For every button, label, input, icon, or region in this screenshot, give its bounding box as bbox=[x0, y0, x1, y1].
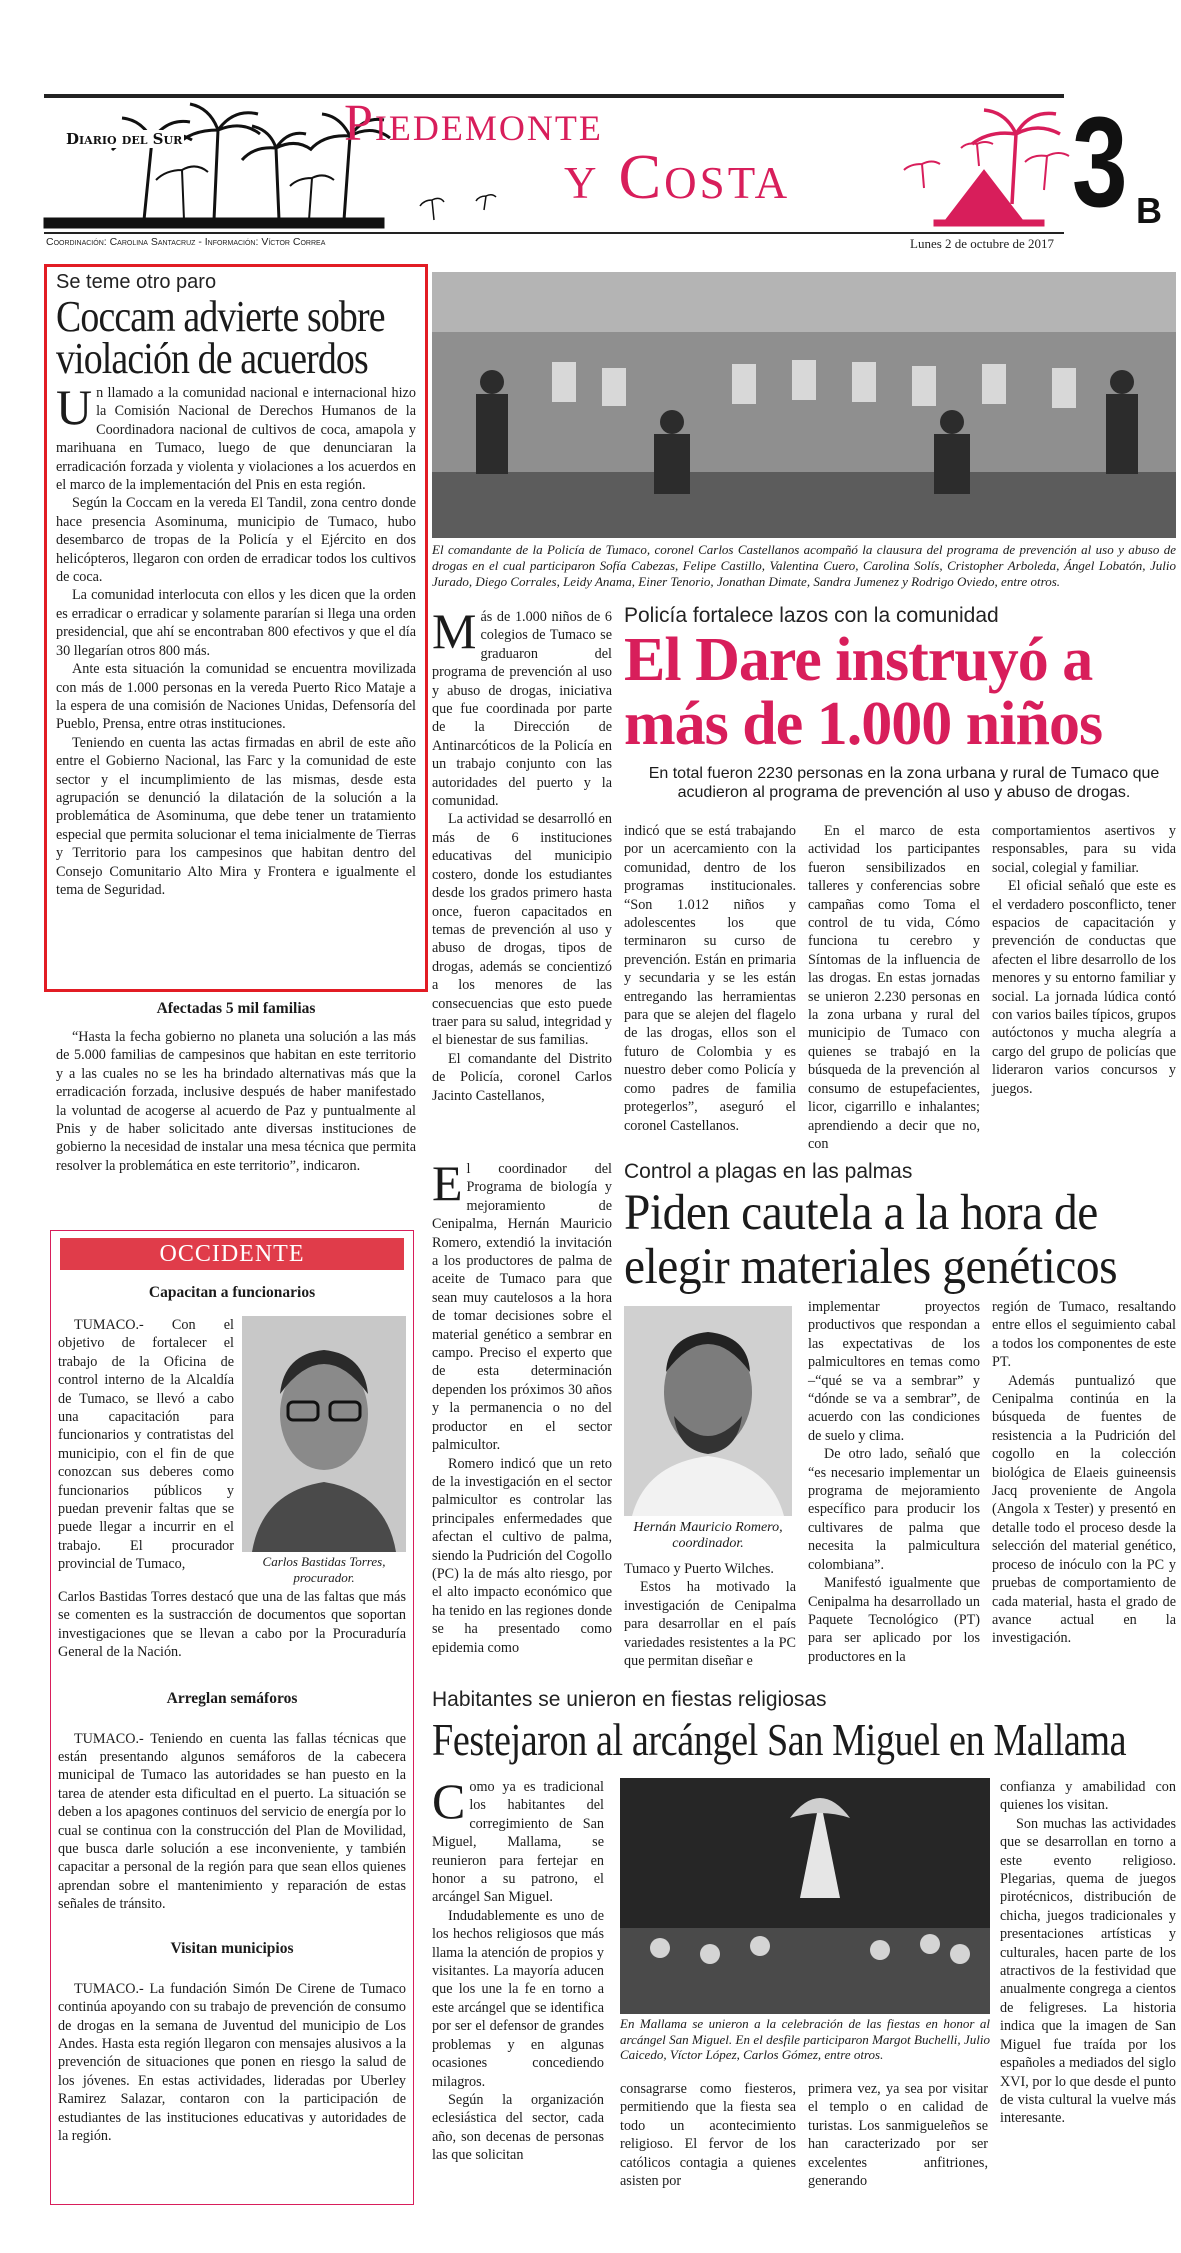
mallama-col3 bbox=[808, 2080, 988, 2190]
coccam-continuation bbox=[56, 1000, 416, 1175]
police-photo-caption: El comandante de la Policía de Tumaco, coronel Carlos Castellanos acompañó la clausura del programa de prevención al uso y abuso de drogas en el cual participaron Sofía Cabezas, Felipe Castillo, Valentina Cuero, Carolina Solís, Cristopher Arboleda, Ángel Lobatón, Julio Jurado, Diego Corrales, Leidy Anama, Einer Tenorio, Jonathan Dimate, Sandra Jumenez y Rodrigo Oviedo, entre otros. bbox=[432, 542, 1176, 589]
dare-paragraph: El comandante del Distrito de Policía, coronel Carlos Jacinto Castellanos, bbox=[432, 1050, 612, 1104]
occidente-paragraph: TUMACO.- Con el objetivo de fortalecer el trabajo de la Oficina de control interno de la Alcaldía de Tumaco, se llevó a cabo una capacitación para funcionarios y contratistas del municipio, con el fin de que conozcan sus deberes como funcionarios públicos y puedan prevenir faltas que se puede llegar a incurrir en el trabajo. El procurador provincial de Tumaco, bbox=[58, 1317, 234, 1573]
credits: Coordinación: Carolina Santacruz - Información: Víctor Correa bbox=[46, 236, 326, 248]
procession-photo-caption: En Mallama se unieron a la celebración de las fiestas en honor al arcángel San Miguel. En el desfile participaron Margot Buchelli, Julio Caicedo, Víctor López, Carlos Gómez, entre otros. bbox=[620, 2016, 990, 2062]
occidente-subhead: Visitan municipios bbox=[170, 1939, 294, 1957]
palmas-kicker: Control a plagas en las palmas bbox=[624, 1160, 913, 1183]
mallama-headline: Festejaron al arcángel San Miguel en Mallama bbox=[432, 1714, 1127, 1765]
palmas-col1 bbox=[432, 1155, 612, 1657]
mallama-paragraph: confianza y amabilidad con quienes los visitan. bbox=[1000, 1779, 1176, 1814]
dare-col4 bbox=[992, 822, 1176, 1098]
coccam-paragraph: Teniendo en cuenta las actas firmadas en abril de este año entre el Gobierno Nacional, las Farc y la comunidad de este sector y el incumplimiento de las mismas, desde esta agrupación se denunció la dilatación de la solución a la problemática de Asominuma, que debe tener un tratamiento especial que permita solucionar el tema inicialmente de Tierras y Territorio para los campesinos que habitan dentro del Consejo Comunitario Alto Mira y Frontera e igualmente el tema de Seguridad. bbox=[56, 734, 416, 898]
mallama-paragraph: Indudablemente es uno de los hechos religiosos que más llama la atención de propios y visitantes. La mayoría aducen que los une la fe en torno a este arcángel que se identifica por ser el defensor de grandes problemas y en algunas ocasiones concediendo milagros. bbox=[432, 1907, 604, 2090]
dare-headline: El Dare instruyó a más de 1.000 niños bbox=[624, 626, 1103, 758]
coccam-paragraph: “Hasta la fecha gobierno no planeta una solución a las más de 5.000 familias de campesinos que habitan en este territorio y a las cuales no se les ha brindado alternativas más que la erradicación forzada, inclusive después de haber manifestado la voluntad de acogerse al acuerdo de Paz y puntualmente al Pnis y de haber solicitado ante diversas instituciones de gobierno la necesidad de instalar una mesa técnica que permita resolver la problemática en este territorio”, indicaron. bbox=[56, 1029, 416, 1174]
dare-paragraph: El oficial señaló que este es el verdadero posconflicto, tener espacios de capacitación y prevención de conductas que afecten el libre desarrollo de los menores y su entorno familiar y social. La jornada lúdica contó con varios bailes típicos, grupos autóctonos y mucha alegría a cargo del grupo de policías que lideraron varios concursos y juegos. bbox=[992, 878, 1176, 1097]
mallama-col4 bbox=[1000, 1778, 1176, 2128]
portrait-image bbox=[624, 1306, 792, 1516]
palmas-col3 bbox=[808, 1298, 980, 1666]
procession-photo bbox=[620, 1778, 990, 2014]
procession-image bbox=[620, 1778, 990, 2014]
palmas-paragraph: El coordinador del Programa de biología y mejoramiento de Cenipalma, Hernán Mauricio Romero, extendió la invitación a los productores de palma de aceite de Tumaco para que sean muy cautelosos a la hora de tomar decisiones sobre el material genético a sembrar en campo. Preciso el experto que de esta determinación dependen los próximos 30 años y la permanencia o no del productor en el sector palmicultor. bbox=[432, 1155, 612, 1454]
romero-photo bbox=[624, 1306, 792, 1516]
palmas-col2 bbox=[624, 1560, 796, 1670]
coccam-paragraph: La comunidad interlocuta con ellos y les dicen que la orden es erradicar o erradicar y solamente pararían si llega una orden presidencial, que ahí se encontraban 800 efectivos y que el día 30 llegarían otros 800 más. bbox=[56, 587, 416, 659]
occidente-paragraph: TUMACO.- Teniendo en cuenta las fallas técnicas que están presentando algunos semáforos de la cabecera municipal de Tumaco las autoridades se han puesto en la tarea de atender esta dificultad en el puerto. La situación se deben a los apagones continuos del servicio de energía por lo cual se continua con la construcción del Plan de Movilidad, que busca darle solución a ese inconveniente, y también capacitar a personal de la región para que sean ellos quienes aprendan sobre el mantenimiento y reparación de estas señales de tránsito. bbox=[58, 1730, 406, 1913]
dare-kicker: Policía fortalece lazos con la comunidad bbox=[624, 604, 999, 627]
mallama-col1 bbox=[432, 1773, 604, 2165]
mallama-paragraph: consagrarse como fiesteros, permitiendo que la fiesta sea todo un acontecimiento religioso. El fervor de los católicos contagia a quienes asisten por bbox=[620, 2081, 796, 2190]
palmas-paragraph: Manifestó igualmente que Cenipalma ha desarrollado un Paquete Tecnológico (PT) para ser aplicado por los productores en la bbox=[808, 1575, 980, 1665]
coccam-paragraph: Ante esta situación la comunidad se encuentra movilizada con más de 1.000 personas en la vereda Puerto Rico Mataje a la espera de una comisión de Naciones Unidas, Defensoría del Pueblo, Prensa, entre otras instituciones. bbox=[56, 661, 416, 733]
occidente-content bbox=[58, 1284, 406, 2145]
section-title-line1: Piedemonte bbox=[344, 95, 603, 152]
coccam-headline: Coccam advierte sobre violación de acuerdos bbox=[56, 292, 385, 383]
palmas-paragraph: De otro lado, señaló que “es necesario implementar un programa de mejoramiento específico para producir los cultivares de palma que necesita la palmicultura colombiana”. bbox=[808, 1446, 980, 1573]
dare-paragraph: indicó que se está trabajando por un acercamiento con la comunidad, dentro de los programas institucionales. “Son 1.012 niños y adolescentes los que terminaron su curso de prevención. Están en primaria y secundaria y se les están entregando las herramientas para que se alejen del flagelo de las drogas, ellos son el futuro de Colombia y es nuestro deber como Policía y como padres de familia protegerlos”, aseguró el coronel Castellanos. bbox=[624, 823, 796, 1134]
coccam-article bbox=[56, 270, 416, 899]
mallama-paragraph: primera vez, ya sea por visitar el templo o en calidad de turistas. Los sanmigueleños se han caracterizado por ser excelentes anfitriones, generando bbox=[808, 2081, 988, 2190]
dare-deck: En total fueron 2230 personas en la zona urbana y rural de Tumaco que acudieron al programa de prevención al uso y abuso de drogas. bbox=[648, 765, 1160, 801]
occidente-subhead: Capacitan a funcionarios bbox=[148, 1284, 316, 1301]
mallama-col2 bbox=[620, 2080, 796, 2190]
coccam-subhead: Afectadas 5 mil familias bbox=[156, 1000, 316, 1017]
dare-col3 bbox=[808, 822, 980, 1153]
mallama-paragraph: Como ya es tradicional los habitantes del corregimiento de San Miguel, Mallama, se reunieron para fertejar en honor a su patrono, el arcángel San Miguel. bbox=[432, 1773, 604, 1906]
dare-paragraph: comportamientos asertivos y responsables, para su vida social, colegial y familiar. bbox=[992, 823, 1176, 876]
dare-col2 bbox=[624, 822, 796, 1135]
palmas-paragraph: Romero indicó que un reto de la investigación en el sector palmicultor es controlar las principales enfermedades que afectan el cultivo de palma, siendo la Pudrición del Cogollo (PC) la de más alto riesgo, por el alto impacto económico que ha tenido en las regiones donde se ha presentado como epidemia como bbox=[432, 1455, 612, 1656]
dare-paragraph: La actividad se desarrolló en más de 6 instituciones educativas del municipio costero, donde los estudiantes desde los grados primero hasta once, fueron capacitados en temas de prevención al uso y abuso de drogas, tipos de drogas, además se concientizó a los menores de las consecuencias que esto puede traer para su salud, integridad y el bienestar de sus familias. bbox=[432, 811, 612, 1049]
dare-col1 bbox=[432, 603, 612, 1105]
occidente-subhead: Arreglan semáforos bbox=[166, 1689, 298, 1707]
romero-photo-caption: Hernán Mauricio Romero, coordinador. bbox=[633, 1520, 783, 1551]
coccam-paragraph: Según la Coccam en la vereda El Tandil, zona centro donde hace presencia Asominuma, municipio de Tumaco, hubo desembarco de tropas de la Policía y el Ejército en dos helicópteros, llegaron con orden de erradicar todos los cultivos de coca. bbox=[56, 495, 416, 586]
mallama-paragraph: Son muchas las actividades que se desarrollan en torno a este evento religioso. Plegarias, quema de juegos pirotécnicos, distribución de chicha, juegos tradicionales y presentaciones artísticas y culturales, hacen parte de los atractivos de la festividad que anualmente congrega a cientos de feligreses. La historia indica que la imagen de San Miguel fue traída por los españoles a mediados del siglo XVI, por lo que desde el punto de vista cultural la vuelve más interesante. bbox=[1000, 1815, 1176, 2127]
occidente-banner: OCCIDENTE bbox=[60, 1238, 404, 1270]
coccam-kicker: Se teme otro paro bbox=[56, 271, 217, 293]
palmas-headline: Piden cautela a la hora de elegir materiales genéticos bbox=[624, 1185, 1118, 1295]
palmas-paragraph: Estos ha motivado la investigación de Cenipalma para desarrollar en el país variedades resistentes a la PC que permitan diseñar e bbox=[624, 1579, 796, 1670]
palmas-paragraph: implementar proyectos productivos que respondan a las expectativas de los palmicultores en temas como –“qué se va a sembrar” y “dónde se va a sembrar”, de acuerdo con las condiciones de suelo y clima. bbox=[808, 1299, 980, 1444]
palmas-paragraph: región de Tumaco, resaltando entre ellos el seguimiento cabal a todos los componentes de este PT. bbox=[992, 1299, 1176, 1371]
coccam-paragraph: Un llamado a la comunidad nacional e internacional hizo la Comisión Nacional de Derechos Humanos de la Coordinadora nacional de cultivos de coca, amapola y marihuana en Tumaco, luego de que denunciaran la erradicación forzada y violenta y violaciones a los acuerdos en el marco de la implementación del Pnis en esta región. bbox=[56, 379, 416, 494]
palmas-paragraph: Tumaco y Puerto Wilches. bbox=[624, 1561, 774, 1577]
dare-paragraph: En el marco de esta actividad los participantes fueron sensibilizados en talleres y conferencias sobre campañas como Toma el control de tu vida, Cómo funciona tu cerebro y Síntomas de la influencia de las drogas. En estas jornadas se unieron 2.230 personas en la zona urbana y rural del municipio de Tumaco con quienes se trabajó en la búsqueda de la prevención al consumo de estupefacientes, licor, cigarrillo e inhalantes; aprendiendo a decir que no, con bbox=[808, 823, 980, 1152]
police-graduation-photo bbox=[432, 272, 1176, 538]
photo-caption: Carlos Bastidas Torres, procurador. bbox=[242, 1554, 406, 1586]
issue-date: Lunes 2 de octubre de 2017 bbox=[910, 236, 1055, 251]
procurador-photo bbox=[242, 1316, 406, 1585]
occidente-paragraph: Carlos Bastidas Torres destacó que una de las faltas que más se comenten es la sustracción de documentos que soportan investigaciones que se llevan a cabo por la Procuraduría General de la Nación. bbox=[58, 1589, 406, 1661]
crowd-image bbox=[432, 272, 1176, 538]
dare-paragraph: Más de 1.000 niños de 6 colegios de Tumaco se graduaron del programa de prevención al uso y abuso de drogas, iniciativa que fue coordinada por parte de la Dirección de Antinarcóticos de la Policía en un trabajo conjunto con las autoridades del puerto y la comunidad. bbox=[432, 603, 612, 810]
mallama-paragraph: Según la organización eclesiástica del sector, cada año, son decenas de personas las que solicitan bbox=[432, 2091, 604, 2164]
portrait-image bbox=[242, 1316, 406, 1552]
mallama-kicker: Habitantes se unieron en fiestas religiosas bbox=[432, 1688, 827, 1711]
section-title-line2: y Costa bbox=[564, 141, 791, 212]
palmas-paragraph: Además puntualizó que Cenipalma continúa en la búsqueda de fuentes de resistencia a la Pudrición del cogollo en la colección biológica de Elaeis guineensis Jacq proveniente de Angola (Angola x Tester) y presentó en detalle todo el proceso desde la selección del material genético, proceso de inóculo con la PC y pruebas de comportamiento de cada material, hasta el grado de avance actual en la investigación. bbox=[992, 1372, 1176, 1647]
masthead bbox=[44, 91, 1176, 251]
brand-logo: Diario del Sur bbox=[66, 130, 183, 148]
occidente-paragraph: TUMACO.- La fundación Simón De Cirene de Tumaco continúa apoyando con su trabajo de prevención de consumo de drogas en la semana de Juventud del municipio de Los Andes. Hasta esta región llegaron con mensajes alusivos a la prevención de situaciones que ponen en riesgo la salud de los jóvenes. En estas actividades, lideradas por Uberley Ramirez Salazar, contaron con la participación de estudiantes de las instituciones educativas y autoridades de la región. bbox=[58, 1980, 406, 2144]
palmas-col4 bbox=[992, 1298, 1176, 1648]
page-number: 3 B bbox=[1072, 91, 1162, 234]
